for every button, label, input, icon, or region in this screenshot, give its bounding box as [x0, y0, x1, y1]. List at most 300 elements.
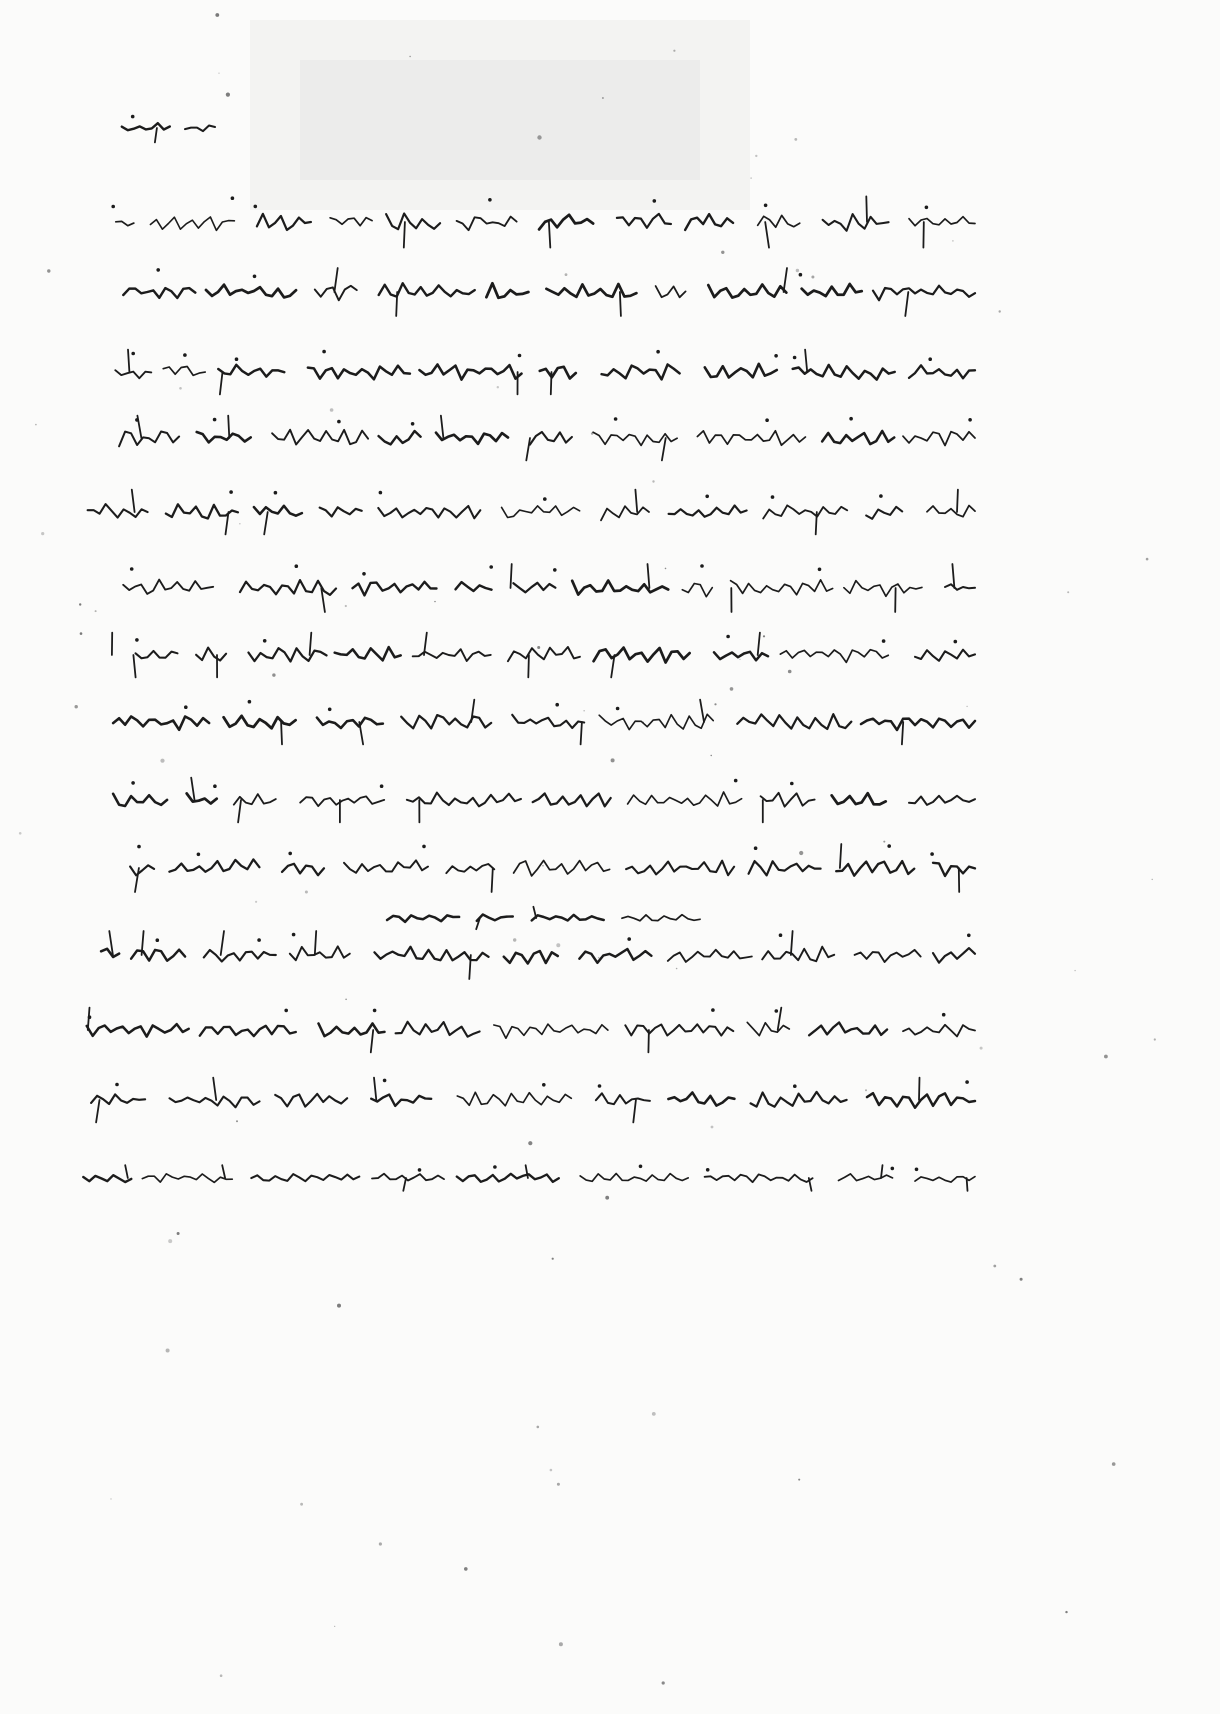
handwritten-line	[122, 115, 215, 143]
handwritten-word	[130, 865, 154, 875]
scan-speck	[1020, 1278, 1023, 1281]
scan-speck	[166, 1349, 170, 1353]
handwritten-word	[420, 365, 522, 380]
scan-speck	[542, 865, 543, 866]
handwritten-word	[697, 431, 805, 445]
handwritten-word	[502, 506, 580, 518]
handwritten-stroke	[919, 1078, 920, 1100]
handwritten-dot	[231, 196, 235, 200]
handwritten-stroke	[700, 700, 704, 722]
handwritten-word	[101, 949, 119, 957]
handwritten-dot	[765, 418, 769, 422]
handwritten-word	[705, 1174, 813, 1182]
handwritten-line	[112, 633, 975, 678]
scan-speck	[513, 938, 516, 941]
handwritten-word	[254, 506, 302, 516]
handwritten-dot	[263, 639, 267, 643]
handwritten-dot	[422, 845, 426, 849]
scan-speck	[1074, 970, 1075, 971]
handwritten-word	[200, 1026, 296, 1036]
handwritten-word	[224, 716, 296, 728]
handwritten-stroke	[125, 1165, 128, 1178]
handwritten-dot	[653, 199, 657, 203]
scan-speck	[883, 841, 885, 843]
scan-speck	[798, 1479, 800, 1481]
scan-speck	[865, 1089, 867, 1091]
handwritten-stroke	[310, 633, 312, 655]
handwritten-word	[115, 370, 151, 378]
handwritten-dot	[197, 853, 201, 857]
handwritten-word	[594, 648, 690, 663]
handwritten-word	[197, 432, 251, 442]
scan-speck	[226, 93, 230, 97]
handwritten-word	[628, 792, 742, 806]
handwritten-word	[513, 583, 555, 593]
handwritten-word	[379, 431, 421, 444]
handwritten-word	[705, 364, 777, 378]
handwritten-dot	[488, 198, 492, 202]
handwritten-dot	[614, 417, 618, 421]
handwritten-word	[113, 717, 209, 730]
handwritten-word	[533, 794, 611, 807]
scan-speck	[464, 1567, 468, 1571]
handwritten-word	[386, 214, 440, 230]
handwritten-word	[113, 794, 167, 806]
handwritten-stroke	[191, 778, 194, 800]
handwritten-dot	[379, 491, 383, 495]
scan-speck	[345, 999, 347, 1001]
scan-speck	[1152, 879, 1153, 880]
handwritten-word	[601, 506, 649, 520]
handwritten-stroke	[371, 1030, 373, 1052]
scan-speck	[239, 523, 240, 524]
handwritten-word	[933, 863, 975, 876]
handwritten-word	[909, 365, 975, 378]
scan-speck	[952, 240, 954, 242]
scan-speck	[598, 957, 600, 959]
scan-speck	[537, 135, 541, 139]
handwritten-dot	[383, 1079, 387, 1083]
handwritten-stroke	[957, 490, 958, 512]
handwritten-word	[446, 864, 494, 873]
handwritten-stroke	[511, 564, 512, 588]
handwritten-word	[88, 504, 148, 517]
handwritten-word	[436, 433, 508, 444]
handwritten-stroke	[784, 268, 787, 292]
scan-speck	[799, 851, 803, 855]
scan-noise-top	[250, 20, 750, 210]
handwritten-word	[290, 946, 350, 960]
handwritten-stroke	[840, 844, 841, 868]
handwritten-line	[83, 1165, 975, 1191]
scan-speck	[47, 269, 50, 272]
handwritten-word	[170, 1097, 260, 1108]
scan-speck	[552, 1258, 554, 1260]
handwritten-word	[457, 1174, 559, 1182]
handwritten-word	[685, 214, 733, 230]
handwritten-word	[855, 950, 921, 962]
handwritten-dot	[771, 495, 775, 499]
handwritten-word	[372, 1174, 444, 1181]
handwritten-dot	[891, 1167, 895, 1171]
handwritten-dot	[553, 568, 557, 572]
handwritten-word	[915, 650, 975, 661]
scan-speck	[537, 646, 540, 649]
handwritten-stroke	[952, 564, 954, 588]
handwritten-word	[116, 221, 134, 225]
handwritten-word	[530, 432, 572, 445]
handwritten-line	[123, 564, 975, 612]
handwritten-stroke	[581, 722, 582, 744]
handwritten-word	[933, 948, 975, 963]
handwritten-word	[396, 1022, 480, 1037]
handwritten-word	[131, 950, 185, 961]
handwritten-stroke	[222, 1165, 225, 1178]
handwritten-dot	[879, 494, 883, 498]
scan-speck	[497, 386, 499, 388]
scan-speck	[730, 687, 734, 691]
handwritten-word	[353, 582, 437, 596]
handwritten-dot	[915, 1168, 919, 1172]
scan-speck	[1112, 1462, 1116, 1466]
handwritten-word	[335, 647, 401, 660]
handwritten-dot	[337, 420, 341, 424]
handwritten-word	[861, 719, 975, 730]
handwritten-word	[622, 915, 700, 921]
scan-speck	[788, 670, 792, 674]
handwritten-word	[867, 1093, 975, 1108]
scan-speck	[652, 480, 654, 482]
handwritten-dot	[818, 568, 822, 572]
handwritten-dot	[930, 852, 934, 856]
handwritten-word	[185, 126, 215, 132]
handwritten-dot	[779, 933, 783, 937]
handwritten-word	[387, 915, 459, 922]
handwritten-stroke	[404, 222, 405, 248]
handwritten-dot	[295, 564, 299, 568]
scan-speck	[80, 632, 83, 635]
handwritten-word	[762, 947, 834, 962]
handwritten-stroke	[633, 1100, 636, 1122]
handwritten-dot	[764, 204, 768, 208]
handwritten-word	[668, 950, 752, 962]
scan-speck	[537, 1426, 540, 1429]
handwritten-word	[317, 718, 383, 728]
scan-speck	[721, 251, 724, 254]
scan-speck	[528, 1141, 532, 1145]
scan-speck	[662, 1681, 665, 1684]
scan-speck	[676, 968, 678, 970]
handwritten-stroke	[281, 722, 282, 744]
scan-speck	[796, 269, 799, 272]
handwritten-word	[320, 507, 362, 516]
handwritten-dot	[849, 417, 853, 421]
handwritten-stroke	[528, 655, 529, 677]
handwritten-dot	[726, 635, 730, 639]
handwritten-dot	[542, 1083, 546, 1087]
handwritten-word	[749, 861, 821, 875]
scan-speck	[1146, 558, 1149, 561]
handwritten-dot	[616, 707, 620, 711]
handwritten-word	[457, 1092, 571, 1106]
handwritten-stroke	[648, 564, 650, 588]
scan-speck	[811, 276, 814, 279]
handwritten-word	[196, 648, 226, 661]
handwritten-word	[763, 505, 847, 518]
handwritten-word	[514, 861, 610, 876]
handwritten-word	[163, 367, 205, 376]
handwritten-dot	[656, 350, 660, 354]
handwritten-line	[113, 778, 975, 823]
handwritten-dot	[213, 784, 217, 788]
handwritten-stroke	[132, 490, 135, 512]
handwritten-word	[83, 1175, 131, 1182]
handwritten-dot	[925, 206, 929, 210]
handwritten-dot	[288, 852, 292, 856]
handwritten-line	[88, 490, 975, 535]
handwritten-word	[802, 284, 862, 296]
handwritten-word	[823, 214, 889, 231]
handwritten-line	[103, 416, 975, 461]
handwritten-dot	[968, 418, 972, 422]
scan-speck	[334, 1626, 335, 1627]
scan-speck	[794, 138, 797, 141]
handwritten-word	[477, 915, 513, 921]
handwritten-dot	[135, 638, 139, 642]
scan-speck	[168, 1239, 172, 1243]
handwritten-dot	[135, 418, 139, 422]
handwritten-stroke	[128, 350, 129, 372]
scan-speck	[673, 50, 675, 52]
handwritten-word	[123, 288, 195, 298]
handwritten-word	[832, 793, 886, 804]
handwritten-word	[486, 283, 528, 298]
handwritten-word	[909, 217, 975, 226]
handwritten-word	[150, 217, 234, 230]
handwritten-word	[580, 1174, 688, 1182]
handwritten-line	[91, 1078, 975, 1123]
handwritten-stroke	[135, 868, 139, 892]
handwritten-dot	[322, 350, 326, 354]
handwritten-stroke	[492, 868, 493, 892]
scan-speck	[110, 1498, 111, 1499]
handwritten-stroke	[866, 196, 867, 222]
scan-speck	[584, 710, 585, 711]
handwritten-word	[599, 714, 713, 729]
handwritten-dot	[373, 1009, 377, 1013]
scan-speck	[665, 568, 667, 570]
handwritten-word	[401, 715, 491, 728]
handwritten-dot	[518, 354, 522, 358]
handwritten-word	[682, 584, 712, 597]
scan-speck	[559, 1642, 563, 1646]
handwritten-word	[708, 285, 786, 298]
handwritten-word	[844, 581, 922, 597]
handwritten-word	[532, 915, 604, 921]
handwritten-stroke	[315, 931, 316, 955]
handwritten-word	[142, 1174, 232, 1183]
handwritten-word	[873, 286, 975, 301]
scan-speck	[565, 273, 568, 276]
handwritten-stroke	[264, 512, 268, 534]
handwritten-dot	[111, 205, 115, 209]
handwritten-word	[275, 1094, 347, 1107]
handwritten-stroke	[662, 438, 666, 460]
scan-speck	[177, 1232, 180, 1235]
handwritten-word	[136, 651, 178, 658]
handwritten-word	[579, 949, 651, 963]
handwritten-word	[822, 431, 894, 444]
scan-speck	[409, 56, 410, 57]
scan-speck	[550, 1469, 553, 1472]
scan-speck	[255, 901, 257, 903]
scan-speck	[739, 659, 740, 660]
handwritten-word	[272, 430, 368, 445]
handwritten-lines	[83, 115, 975, 1191]
handwritten-stroke	[758, 633, 760, 655]
handwritten-word	[572, 581, 668, 595]
handwritten-word	[379, 283, 475, 296]
handwritten-dot	[380, 784, 384, 788]
handwritten-dot	[639, 1165, 643, 1169]
handwritten-stroke	[374, 1078, 376, 1100]
handwritten-word	[344, 860, 428, 872]
handwritten-dot	[274, 491, 278, 495]
scan-speck	[215, 13, 219, 17]
handwritten-word	[456, 582, 492, 591]
handwritten-word	[308, 366, 410, 380]
handwritten-word	[747, 1022, 789, 1035]
scan-speck	[711, 1126, 714, 1129]
handwritten-word	[758, 215, 800, 227]
scan-speck	[330, 408, 334, 412]
scan-speck	[300, 1503, 303, 1506]
handwritten-word	[123, 580, 213, 594]
handwritten-line	[113, 700, 975, 745]
handwritten-dot	[928, 357, 932, 361]
handwritten-word	[508, 647, 580, 661]
handwritten-stroke	[791, 931, 793, 955]
scan-speck	[434, 601, 435, 602]
handwritten-dot	[213, 418, 217, 422]
handwritten-word	[737, 714, 851, 729]
handwritten-word	[87, 1024, 189, 1037]
scan-speck	[305, 891, 308, 894]
handwritten-dot	[799, 273, 803, 277]
handwritten-dot	[130, 567, 134, 571]
handwritten-dot	[705, 495, 709, 499]
handwritten-dot	[137, 845, 141, 849]
handwritten-stroke	[133, 655, 135, 677]
scan-speck	[750, 177, 751, 178]
handwritten-dot	[184, 705, 188, 709]
scan-speck	[179, 387, 182, 390]
handwritten-dot	[775, 1009, 779, 1013]
handwritten-line	[130, 844, 975, 892]
handwritten-word	[319, 1024, 385, 1037]
scan-speck	[75, 705, 78, 708]
handwritten-stroke	[334, 268, 337, 292]
handwritten-word	[617, 214, 671, 228]
handwritten-word	[626, 861, 734, 876]
handwritten-word	[187, 794, 217, 804]
handwritten-dot	[411, 422, 415, 426]
scan-speck	[1067, 591, 1069, 593]
handwritten-word	[945, 584, 975, 590]
handwritten-word	[204, 950, 276, 962]
scan-speck	[379, 1542, 382, 1545]
handwritten-dot	[156, 268, 160, 272]
handwritten-stroke	[403, 1178, 406, 1191]
scan-speck	[556, 943, 560, 947]
handwritten-stroke	[213, 1078, 216, 1100]
scan-speck	[160, 759, 164, 763]
handwritten-word	[909, 796, 975, 805]
scan-speck	[79, 603, 81, 605]
scan-speck	[1104, 1055, 1108, 1059]
handwritten-dot	[706, 1168, 710, 1172]
handwritten-word	[546, 284, 636, 297]
scan-speck	[337, 1304, 341, 1308]
handwritten-dot	[257, 938, 261, 942]
handwritten-stroke	[816, 512, 817, 534]
scan-speck	[993, 1265, 996, 1268]
handwritten-dot	[131, 781, 135, 785]
handwritten-word	[625, 1024, 733, 1035]
handwritten-word	[457, 217, 517, 231]
handwritten-stroke	[805, 350, 807, 372]
handwritten-word	[836, 861, 914, 876]
handwritten-dot	[790, 782, 794, 786]
handwritten-word	[903, 432, 975, 446]
handwritten-word	[780, 650, 888, 663]
handwritten-word	[668, 1093, 734, 1106]
handwritten-dot	[88, 1015, 92, 1019]
handwritten-stroke	[778, 1008, 782, 1030]
handwritten-word	[839, 1174, 893, 1181]
handwritten-word	[539, 215, 593, 230]
handwritten-dot	[131, 115, 135, 119]
handwritten-stroke	[635, 490, 637, 512]
handwritten-word	[866, 507, 902, 519]
handwritten-line	[101, 931, 975, 979]
handwritten-line	[115, 350, 975, 395]
handwritten-word	[330, 218, 372, 226]
handwritten-word	[119, 432, 179, 447]
handwritten-word	[731, 580, 833, 595]
scan-speck	[272, 673, 275, 676]
handwritten-word	[378, 506, 480, 518]
scan-speck	[714, 703, 716, 705]
handwritten-stroke	[396, 292, 397, 316]
handwritten-dot	[183, 353, 187, 357]
handwritten-stroke	[441, 416, 444, 438]
handwritten-word	[206, 285, 296, 298]
handwritten-dot	[362, 572, 366, 576]
scan-speck	[345, 605, 347, 607]
handwritten-stroke	[526, 438, 530, 460]
handwritten-dot	[543, 497, 547, 501]
handwritten-dot	[774, 354, 778, 358]
scan-speck	[602, 97, 604, 99]
handwritten-stroke	[648, 1030, 649, 1052]
handwritten-dot	[882, 639, 886, 643]
handwritten-stroke	[221, 931, 224, 955]
handwritten-dot	[489, 565, 493, 569]
scan-speck	[35, 424, 37, 426]
scan-speck	[605, 1196, 609, 1200]
handwritten-stroke	[96, 1100, 99, 1122]
